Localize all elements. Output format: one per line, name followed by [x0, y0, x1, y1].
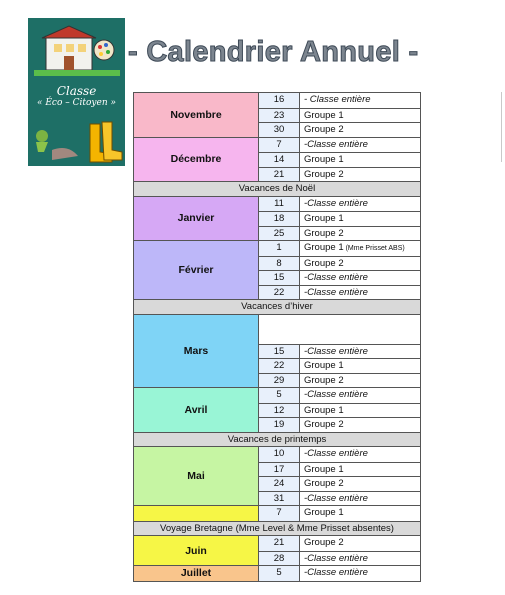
holiday-row: Vacances d’hiver [133, 300, 421, 315]
session-day: 11 [259, 197, 300, 212]
blank-cell [259, 315, 420, 344]
session-group-text: -Classe entière [304, 552, 368, 564]
session-group-text: -Classe entière [304, 492, 368, 504]
session-group [300, 123, 420, 137]
session-group [300, 93, 420, 108]
session-group [300, 552, 420, 566]
class-logo [28, 18, 125, 166]
session-row [259, 417, 420, 432]
calendar-table [133, 92, 421, 582]
session-day: 17 [259, 463, 300, 477]
session-group [300, 536, 420, 551]
session-row [259, 491, 420, 506]
session-group [300, 271, 420, 285]
session-group-text: Groupe 2 [304, 124, 344, 135]
session-group [300, 168, 420, 182]
logo-line-2: « Éco – Citoyen » [37, 98, 116, 108]
session-group-text: Groupe 2 [304, 227, 344, 239]
session-row [259, 462, 420, 477]
month-name: Février [134, 241, 259, 299]
session-day: 1 [259, 241, 300, 256]
divider-line [501, 92, 502, 162]
session-group-text: Groupe 2 [304, 478, 344, 489]
session-group-text: -Classe entière [304, 138, 368, 150]
month-block [133, 566, 421, 582]
session-day: 24 [259, 477, 300, 491]
session-group-text: -Classe entière [304, 567, 368, 578]
month-block [133, 506, 421, 522]
month-block [133, 197, 421, 242]
session-group-text: Groupe 1 [304, 242, 344, 253]
session-row [259, 93, 420, 108]
session-group [300, 345, 420, 359]
session-day: 12 [259, 404, 300, 418]
session-group-text: Groupe 2 [304, 168, 344, 180]
session-row [259, 447, 420, 462]
session-row [259, 122, 420, 137]
session-day: 7 [259, 506, 300, 521]
session-day: 7 [259, 138, 300, 153]
session-group-text: Groupe 1 [304, 154, 344, 165]
session-day: 30 [259, 123, 300, 137]
session-group-text: Groupe 1 [304, 109, 344, 121]
session-note: (Mme Prisset ABS) [343, 245, 405, 252]
logo-line-1: Classe [56, 84, 97, 98]
session-day: 29 [259, 374, 300, 388]
session-row [259, 551, 420, 566]
session-row [259, 241, 420, 256]
session-group-text: Groupe 2 [304, 419, 344, 430]
session-day: 8 [259, 257, 300, 271]
session-group [300, 404, 420, 418]
session-group [300, 227, 420, 241]
session-group [300, 359, 420, 373]
session-group-text: Groupe 1 [304, 360, 344, 371]
session-group-text: - Classe entière [304, 94, 371, 105]
session-row [259, 138, 420, 153]
month-block [133, 388, 421, 433]
month-name: Mars [134, 315, 259, 388]
session-group-text: Groupe 1 [304, 213, 344, 224]
session-group-text: -Classe entière [304, 272, 368, 283]
month-name: Janvier [134, 197, 259, 241]
session-row [259, 285, 420, 300]
session-day: 5 [259, 388, 300, 403]
session-group [300, 197, 420, 212]
holiday-row: Voyage Bretagne (Mme Level & Mme Prisset absentes) [133, 522, 421, 537]
session-row [259, 388, 420, 403]
session-row [259, 566, 420, 581]
month-block [133, 536, 421, 566]
session-day: 21 [259, 168, 300, 182]
session-day: 28 [259, 552, 300, 566]
school-illustration-icon [34, 22, 120, 82]
month-name: Novembre [134, 93, 259, 137]
session-day: 5 [259, 566, 300, 581]
session-group [300, 286, 420, 300]
session-row [259, 506, 420, 521]
session-group-text: Groupe 1 [304, 404, 344, 416]
session-row [259, 108, 420, 123]
session-row [259, 152, 420, 167]
holiday-row: Vacances de printemps [133, 433, 421, 448]
session-group-text: -Classe entière [304, 197, 368, 209]
session-row [259, 226, 420, 241]
session-group-text: Groupe 2 [304, 257, 344, 269]
session-day: 10 [259, 447, 300, 462]
session-row [259, 403, 420, 418]
session-day: 23 [259, 109, 300, 123]
session-day: 15 [259, 271, 300, 285]
month-block [133, 447, 421, 506]
session-group [300, 153, 420, 167]
session-group [300, 138, 420, 153]
session-day: 18 [259, 212, 300, 226]
session-row [259, 256, 420, 271]
session-row [259, 358, 420, 373]
session-day: 15 [259, 345, 300, 359]
session-group [300, 506, 420, 521]
month-name [134, 506, 259, 521]
month-name: Décembre [134, 138, 259, 182]
session-day: 31 [259, 492, 300, 506]
session-day: 16 [259, 93, 300, 108]
session-group-text: Groupe 2 [304, 537, 344, 548]
session-group-text: -Classe entière [304, 389, 368, 400]
session-group [300, 492, 420, 506]
session-row [259, 536, 420, 551]
session-day: 25 [259, 227, 300, 241]
session-group [300, 388, 420, 403]
session-day: 14 [259, 153, 300, 167]
session-group [300, 212, 420, 226]
month-name: Mai [134, 447, 259, 505]
session-group [300, 477, 420, 491]
session-group-text: -Classe entière [304, 286, 368, 298]
session-group [300, 566, 420, 581]
month-block [133, 315, 421, 389]
session-group [300, 241, 420, 256]
month-name: Avril [134, 388, 259, 432]
session-row [259, 197, 420, 212]
session-group [300, 374, 420, 388]
session-row [259, 167, 420, 182]
session-day: 22 [259, 359, 300, 373]
month-name: Juin [134, 536, 259, 565]
holiday-row: Vacances de Noël [133, 182, 421, 197]
session-day: 21 [259, 536, 300, 551]
session-group-text: -Classe entière [304, 448, 368, 459]
session-group [300, 418, 420, 432]
session-group-text: Groupe 1 [304, 507, 344, 518]
session-group-text: Groupe 1 [304, 463, 344, 475]
session-group [300, 109, 420, 123]
page-title: - Calendrier Annuel - [128, 36, 419, 68]
session-day: 19 [259, 418, 300, 432]
session-row [259, 476, 420, 491]
month-name: Juillet [134, 566, 259, 581]
session-row [259, 211, 420, 226]
boots-and-tools-icon [28, 118, 125, 166]
month-block [133, 241, 421, 300]
session-group [300, 463, 420, 477]
session-group [300, 447, 420, 462]
session-day: 22 [259, 286, 300, 300]
session-row [259, 270, 420, 285]
session-row [259, 373, 420, 388]
month-block [133, 138, 421, 183]
session-row [259, 344, 420, 359]
month-block [133, 92, 421, 138]
session-group [300, 257, 420, 271]
session-group-text: Groupe 2 [304, 374, 344, 386]
session-group-text: -Classe entière [304, 345, 368, 357]
